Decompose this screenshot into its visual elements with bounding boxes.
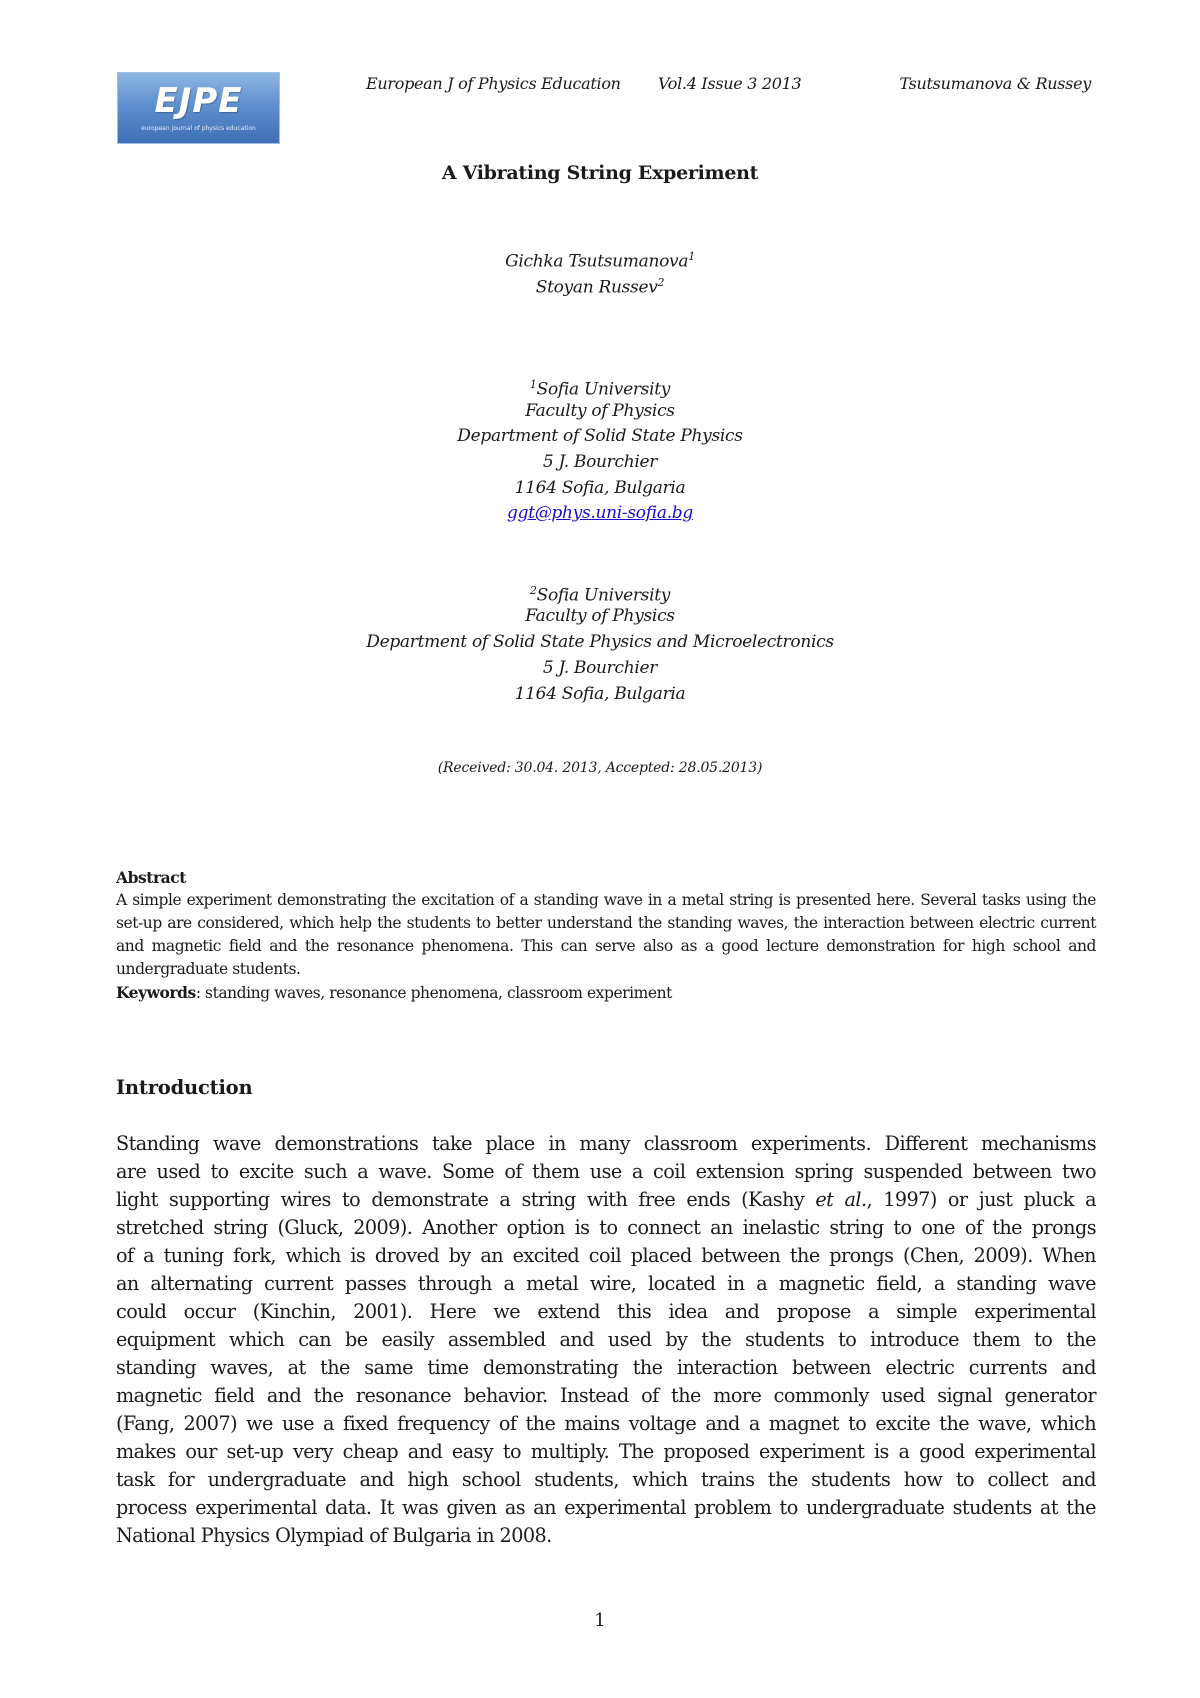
page-number: 1 <box>594 1610 606 1631</box>
running-head-volume: Vol.4 Issue 3 2013 <box>658 74 802 93</box>
paragraph-line: are used to excite such a wave. Some of them use a coil extension spring suspended between two <box>116 1160 1096 1183</box>
paper-title: A Vibrating String Experiment <box>441 162 759 184</box>
paragraph-line: task for undergraduate and high school students, which trains the students how to collect and <box>116 1468 1096 1491</box>
paragraph-line: standing waves, at the same time demonstrating the interaction between electric currents and <box>116 1356 1096 1379</box>
affiliation-2-line-4: 5 J. Bourchier <box>542 658 658 678</box>
abstract-text: A simple experiment demonstrating the excitation of a standing wave in a metal string is presented here. Several tasks using the set-up are considered, which help the students to better understand the standing waves, the interaction between electric current and magnetic field and the resonance phenomena. This can serve also as a good lecture demonstration for high school and undergraduate students. <box>116 891 1096 978</box>
affiliation-1-line-2: Faculty of Physics <box>525 401 675 421</box>
affiliation-sup: 2 <box>529 584 537 597</box>
paragraph-line: stretched string (Gluck, 2009). Another option is to connect an inelastic string to one of the prongs <box>116 1216 1096 1239</box>
affiliation-1-line-3: Department of Solid State Physics <box>457 426 743 446</box>
paragraph-line: National Physics Olympiad of Bulgaria in 2008. <box>116 1524 552 1547</box>
received-accepted-dates: (Received: 30.04. 2013, Accepted: 28.05.2013) <box>437 760 763 776</box>
paragraph-line: magnetic field and the resonance behavior. Instead of the more commonly used signal generator <box>116 1384 1096 1407</box>
paragraph-line: Standing wave demonstrations take place in many classroom experiments. Different mechanisms <box>116 1132 1096 1155</box>
author-sup: 1 <box>688 250 695 263</box>
abstract-section <box>116 866 1096 1005</box>
introduction-paragraph <box>116 1130 1096 1550</box>
running-head-journal: European J of Physics Education <box>366 74 621 93</box>
affiliation-text: Sofia University <box>536 379 671 400</box>
author-name: Stoyan Russev <box>535 277 658 298</box>
keywords-text: : standing waves, resonance phenomena, classroom experiment <box>195 984 672 1002</box>
affiliation-2-line-3: Department of Solid State Physics and Microelectronics <box>366 632 834 652</box>
abstract-heading: Abstract <box>116 868 186 887</box>
paragraph-line: process experimental data. It was given as an experimental problem to undergraduate students at the <box>116 1496 1096 1519</box>
keywords-line <box>116 981 1096 1005</box>
affiliation-sup: 1 <box>529 378 537 391</box>
journal-logo <box>117 72 280 144</box>
et-al-italic: et al. <box>815 1188 867 1211</box>
affiliation-1-line-4: 5 J. Bourchier <box>542 452 658 472</box>
affiliation-2-line-5: 1164 Sofia, Bulgaria <box>514 684 686 704</box>
logo-text: EJPE <box>154 81 243 121</box>
paragraph-line: could occur (Kinchin, 2001). Here we extend this idea and propose a simple experimental <box>116 1300 1096 1323</box>
logo-subtitle: european journal of physics education <box>141 125 256 132</box>
paragraph-line: an alternating current passes through a metal wire, located in a magnetic field, a standing wave <box>116 1272 1096 1295</box>
email-link[interactable]: ggt@phys.uni-sofia.bg <box>507 503 693 523</box>
affiliation-1-line-5: 1164 Sofia, Bulgaria <box>514 478 686 498</box>
paragraph-line: light supporting wires to demonstrate a string with free ends (Kashy et al., 1997) or just pluck a <box>116 1188 1096 1211</box>
affiliation-2-line-2: Faculty of Physics <box>525 606 675 626</box>
running-head-authors: Tsutsumanova & Russey <box>899 74 1091 93</box>
author-sup: 2 <box>657 276 665 289</box>
email-line <box>0 500 1200 526</box>
author-line-2 <box>0 270 1200 301</box>
paragraph-line: equipment which can be easily assembled and used by the students to introduce them to the <box>116 1328 1096 1351</box>
paragraph-line: (Fang, 2007) we use a fixed frequency of the mains voltage and a magnet to excite the wave, which <box>116 1412 1096 1435</box>
author-name: Gichka Tsutsumanova <box>505 251 689 272</box>
introduction-heading: Introduction <box>116 1076 253 1099</box>
paragraph-line: makes our set-up very cheap and easy to multiply. The proposed experiment is a good experimental <box>116 1440 1096 1463</box>
keywords-label: Keywords <box>116 983 196 1002</box>
affiliation-text: Sofia University <box>536 585 671 606</box>
paragraph-line: of a tuning fork, which is droved by an excited coil placed between the prongs (Chen, 2009). When <box>116 1244 1096 1267</box>
